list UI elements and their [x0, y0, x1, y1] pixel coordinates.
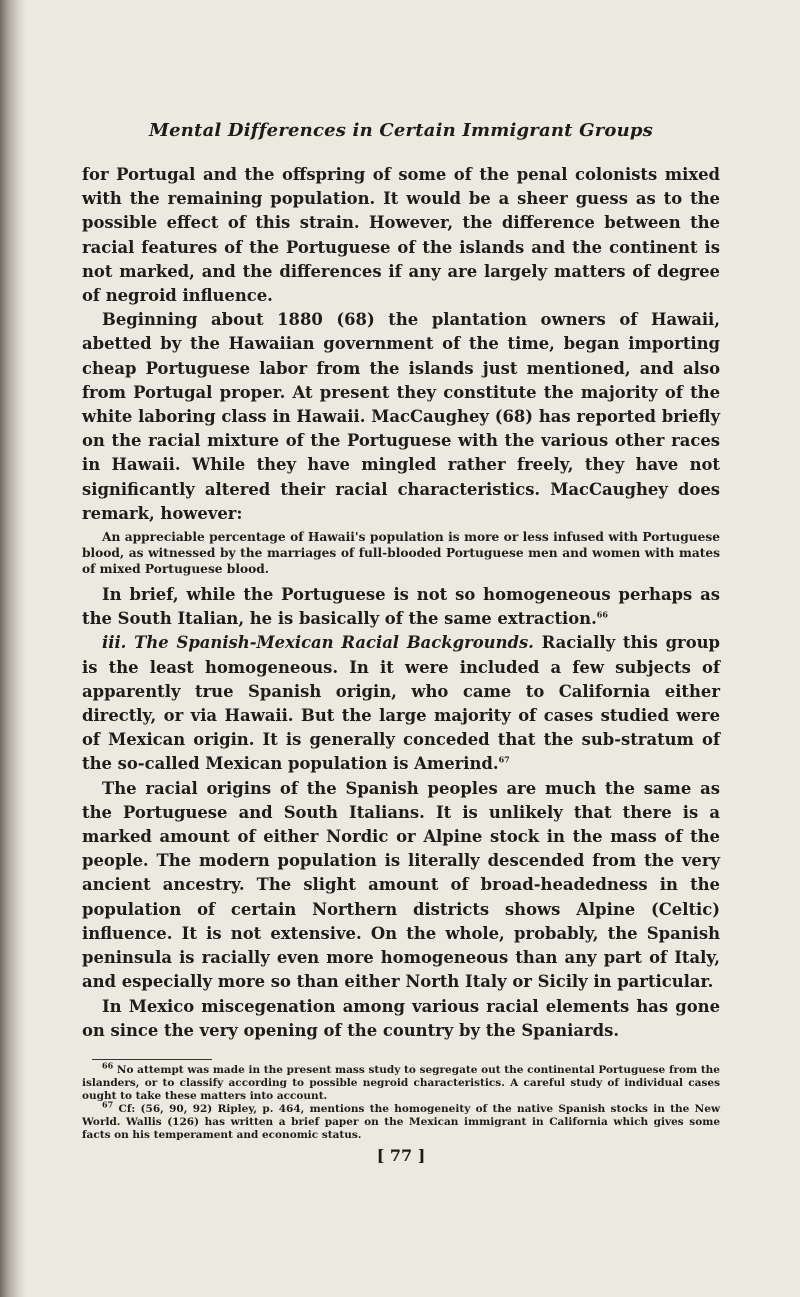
footnote-66-mark: 66 [102, 1060, 114, 1071]
footnote-66 [82, 1060, 720, 1103]
footnote-67-text: Cf: (56, 90, 92) Ripley, p. 464, mentions the homogeneity of the native Spanish stocks in the New World. Wallis (126) has written a brief paper on the Mexican immigrant in California which gives some facts on his temperament and economic status. [82, 1102, 720, 1141]
footnote-67 [82, 1099, 720, 1142]
footnote-66-text: No attempt was made in the present mass study to segregate out the continental Portuguese from the islanders, or to classify according to possible negroid characteristics. A careful study of individual cases ought to take these matters into account. [82, 1063, 720, 1102]
footnote-67-mark: 67 [102, 1099, 114, 1110]
paragraph-6: In Mexico miscegenation among various racial elements has gone on since the very opening of the country by the Spaniards. [82, 996, 720, 1040]
paragraph-3-text: In brief, while the Portuguese is not so homogeneous perhaps as the South Italian, he is basically of the same extraction. [82, 585, 720, 629]
paragraph-3 [82, 583, 720, 631]
footnote-ref-67: 67 [498, 755, 510, 765]
page-content [82, 120, 720, 1165]
book-binding-shadow [0, 0, 26, 1297]
section-heading-spanish-mexican: iii. The Spanish-Mexican Racial Backgrounds. [102, 633, 534, 653]
page-number: [ 77 ] [376, 1145, 426, 1165]
paragraph-5: The racial origins of the Spanish peoples are much the same as the Portuguese and South Italians. It is unlikely that there is a marked amount of either Nordic or Alpine stock in the mass of the people. The modern population is literally descended from the very ancient ancestry. The slight amount of broad-headedness in the population of certain Northern districts shows Alpine (Celtic) influence. It is not extensive. On the whole, probably, the Spanish peninsula is racially even more homogeneous than any part of Italy, and especially more so than either North Italy or Sicily in particular. [82, 778, 720, 992]
block-quote: An appreciable percentage of Hawaii's population is more or less infused with Portuguese blood, as witnessed by the marriages of full-blooded Portuguese men and women with mates of mixed Portuguese blood. [82, 530, 720, 577]
paragraph-1: for Portugal and the offspring of some of the penal colonists mixed with the remaining population. It would be a sheer guess as to the possible effect of this strain. However, the difference between the racial features of the Portuguese of the islands and the continent is not marked, and the differences if any are largely matters of degree of negroid influence. [82, 165, 720, 306]
paragraph-4 [82, 631, 720, 776]
running-head: Mental Differences in Certain Immigrant Groups [148, 120, 653, 141]
footnote-ref-66: 66 [596, 609, 608, 620]
paragraph-4-text: Racially this group is the least homogeneous. In it were included a few subjects of apparently true Spanish origin, who came to California either directly, or via Hawaii. But the large majority of cases studied were of Mexican origin. It is generally conceded that the sub-stratum of the so-called Mexican population is Amerind. [82, 633, 721, 774]
paragraph-2: Beginning about 1880 (68) the plantation owners of Hawaii, abetted by the Hawaiian government of the time, began importing cheap Portuguese labor from the islands just mentioned, and also from Portugal proper. At present they constitute the majority of the white laboring class in Hawaii. MacCaughey (68) has reported briefly on the racial mixture of the Portuguese with the various other races in Hawaii. While they have mingled rather freely, they have not significantly altered their racial characteristics. MacCaughey does remark, however: [82, 310, 720, 523]
